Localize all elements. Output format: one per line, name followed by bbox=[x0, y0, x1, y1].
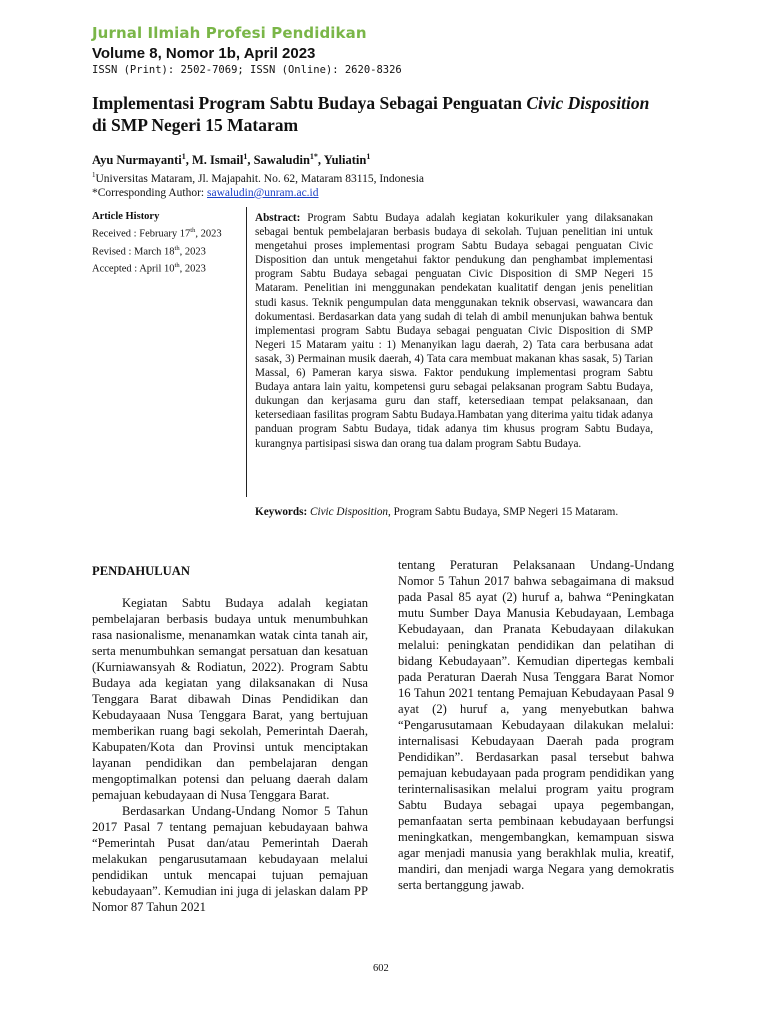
abstract-divider bbox=[246, 207, 247, 497]
author-name: M. Ismail bbox=[191, 153, 244, 168]
body-paragraph: Berdasarkan Undang-Undang Nomor 5 Tahun 2017 Pasal 7 tentang pemajuan kebudayaan bahwa “Pemerintah Pusat dan/atau Pemerintah Daerah melakukan pengarusutamaan kebudayaan melalui pendidikan untuk mencapai tujuan pemajuan kebudayaan”. Kemudian ini juga di jelaskan dalam PP Nomor 87 Tahun 2021 bbox=[92, 804, 368, 914]
history-received: Received : February 17th, 2023 bbox=[92, 227, 222, 240]
keywords-italic: Civic Disposition bbox=[307, 506, 389, 518]
corresponding-label: *Corresponding Author: bbox=[92, 186, 207, 199]
author-sup: 1 bbox=[366, 152, 371, 161]
journal-name: Jurnal Ilmiah Profesi Pendidikan bbox=[92, 24, 367, 42]
author-sup: 1 bbox=[181, 152, 186, 161]
body-paragraph: tentang Peraturan Pelaksanaan Undang-Undang Nomor 5 Tahun 2017 bahwa sebagaimana di maksud pada Pasal 85 ayat (2) huruf a, bahwa “Peningkatan mutu Sumber Daya Manusia Kebudayaan, Lembaga Kebudayaan, dan Pranata Kebudayaan dilakukan melalui: peningkatan pendidikan dan pelatihan di bidang Kebudayaan”. Kemudian dipertegas kembali pada Peraturan Daerah Nusa Tenggara Barat Nomor 16 Tahun 2021 tentang Pemajuan Kebudayaan Pasal 9 ayat (2) huruf a, yang menyebutkan bahwa “Pengarusutamaan Kebudayaan dilakukan melalui: internalisasi Kebudayaan Daerah pada program Pendidikan”. Berdasarkan pasal tersebut bahwa pemajuan kebudayaan pada program pendidikan yang terinternalisasikan melalui program yaitu program Sabtu Budaya sebagai upaya pegembangan, pemanfaatan serta pembinaan kebudayaan berfungsi meningkatkan, mengembangkan, kemampuan siswa agar menjadi manusia yang berakhlak mulia, kreatif, mandiri, dan menjadi warga Negara yang demokratis serta bertanggung jawab. bbox=[398, 558, 674, 892]
history-accepted: Accepted : April 10th, 2023 bbox=[92, 262, 206, 275]
keywords-label: Keywords: bbox=[255, 506, 308, 518]
title-part2: di SMP Negeri 15 Mataram bbox=[92, 115, 299, 135]
abstract-text: Program Sabtu Budaya adalah kegiatan kokurikuler yang dilaksanakan sebagai bentuk pembelajaran berbasis budaya di sekolah. Tujuan penelitian ini untuk mengetahui proses implementasi program Sabtu Budaya sebagai penguatan Civic Disposition dan untuk mengetahui faktor pendukung dan penghambat implementasi program Sabtu Budaya sebagai penguatan Civic Disposition di SMP Negeri 15 Mataram. Penelitian ini menggunakan pendekatan kualitatif dengan jenis penelitian studi kasus. Teknik pengumpulan data menggunakan teknik observasi, wawancara dan dokumentasi. Berdasarkan data yang sudah di telah di ambil menunjukan bahwa bentuk implementasi program Sabtu Budaya sebagai penguatan Civic Disposition di SMP Negeri 15 Mataram yaitu : 1) Menanyikan lagu daerah, 2) Tata cara berbusana adat sasak, 3) Permainan musik daerah, 4) Tata cara membuat makanan khas sasak, 5) Tarian Massal, 6) Pameran karya siswa. Faktor pendukung implementasi program Sabtu Budaya antara lain yaitu, kompetensi guru sebagai pelaksanan program Sabtu Budaya, dukungan dan kerjasama guru dan staff, ketersediaan tempat pelaksanaan, dan ketersediaan fasilitas program Sabtu Budaya.Hambatan yang diterima yaitu tidak adanya panduan program Sabtu Budaya, tidak adanya tim khusus program Sabtu Budaya, kurangnya partisipasi siswa dan orang tua dalam program Sabtu Budaya. bbox=[255, 212, 653, 450]
section-heading: PENDAHULUAN bbox=[92, 564, 190, 578]
author-sup: 1* bbox=[309, 152, 318, 161]
abstract bbox=[255, 211, 653, 451]
article-history bbox=[92, 210, 242, 277]
author-name: Ayu Nurmayanti bbox=[92, 153, 182, 168]
article-title bbox=[92, 92, 682, 136]
title-italic: Civic Disposition bbox=[526, 93, 650, 113]
author-name: Yuliatin bbox=[323, 153, 367, 168]
author-list: Ayu Nurmayanti$^1$, M. Ismail$^1$, Sawaludin$^{1*}$, Yuliatin$^1$ bbox=[92, 152, 371, 168]
page-number: 602 bbox=[373, 963, 389, 974]
abstract-label: Abstract: bbox=[255, 212, 301, 224]
body-paragraph: Kegiatan Sabtu Budaya adalah kegiatan pembelajaran berbasis budaya untuk menumbuhkan rasa nasionalisme, menanamkan watak cinta tanah air, serta menumbuhkan semangat persatuan dan kesatuan (Kurniawansyah & Rodiatun, 2022). Program Sabtu Budaya ada kegiatan yang dilaksanakan di Nusa Tenggara Barat dibawah Dinas Pendidikan dan Kebudayaaan Nusa Tenggara Barat, yang bertujuan memberikan ruang bagi sekolah, Pemerintah Daerah, Kabupaten/Kota dan Provinsi untuk menciptakan layanan pendidikan dan pembelajaran dengan mengoptimalkan potensi dan peluang daerah dalam pemajuan kebudayaan di Nusa Tenggara Barat. bbox=[92, 596, 368, 802]
keywords bbox=[255, 505, 653, 519]
body-right-column bbox=[398, 557, 674, 893]
author-name: Sawaludin bbox=[253, 153, 310, 168]
history-revised: Revised : March 18th, 2023 bbox=[92, 244, 206, 257]
journal-volume: Volume 8, Nomor 1b, April 2023 bbox=[92, 45, 316, 62]
affiliation: Universitas Mataram, Jl. Majapahit. No. 62, Mataram 83115, Indonesia bbox=[95, 172, 425, 185]
keywords-rest: , Program Sabtu Budaya, SMP Negeri 15 Mataram. bbox=[388, 506, 619, 518]
body-left-column bbox=[92, 563, 368, 915]
corresponding-email-link[interactable]: sawaludin@unram.ac.id bbox=[207, 186, 319, 199]
journal-issn: ISSN (Print): 2502-7069; ISSN (Online): 2620-8326 bbox=[92, 64, 402, 76]
author-sup: 1 bbox=[243, 152, 248, 161]
title-part1: Implementasi Program Sabtu Budaya Sebagai Penguatan bbox=[92, 93, 527, 113]
history-heading: Article History bbox=[92, 211, 160, 222]
affiliation-block: $^1$Universitas Mataram, Jl. Majapahit. No. 62, Mataram 83115, Indonesia *Corresponding Author: sawaludin@unram.ac.id bbox=[92, 171, 425, 199]
